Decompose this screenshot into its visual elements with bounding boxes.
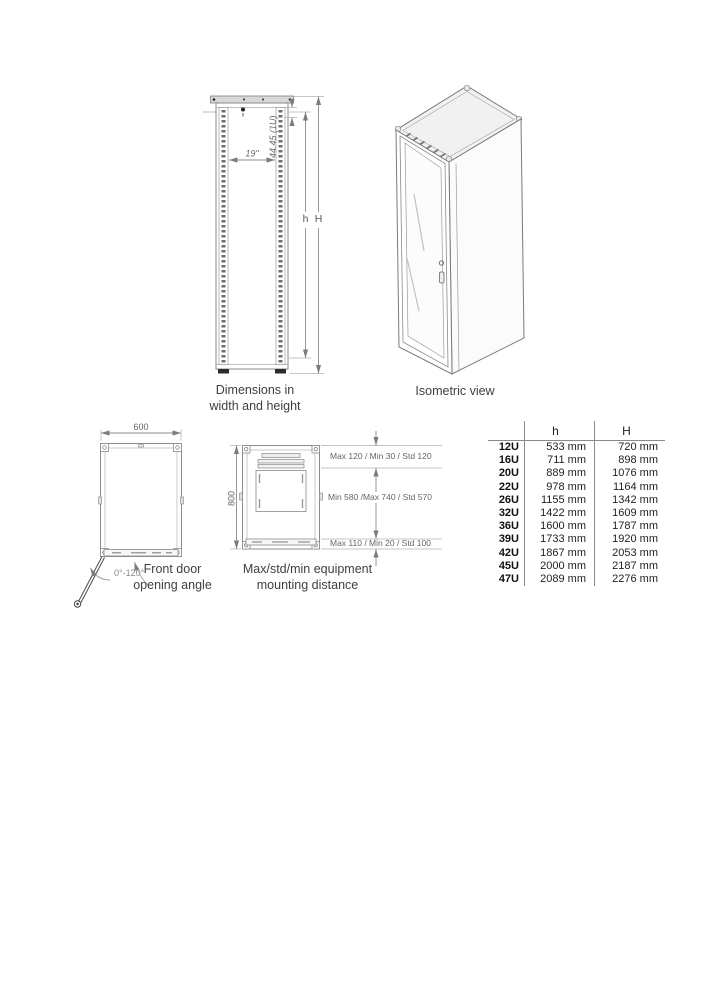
h-cell: 711 mm bbox=[525, 454, 595, 467]
u-cell: 42U bbox=[498, 546, 519, 559]
front-view-caption-line2: width and height bbox=[209, 398, 301, 413]
table-row bbox=[488, 441, 665, 455]
dimension-600 bbox=[101, 423, 181, 441]
H-cell: 2187 mm bbox=[595, 560, 666, 573]
front-view-caption bbox=[185, 383, 325, 414]
h-cell: 1422 mm bbox=[525, 507, 595, 520]
isometric-view-drawing bbox=[385, 75, 535, 385]
u-cell: 45U bbox=[498, 559, 519, 572]
mounting-dimensions bbox=[321, 431, 442, 566]
table-row bbox=[488, 533, 665, 546]
table-row bbox=[488, 454, 665, 467]
dim-1u-label: 44.45 (1U) bbox=[268, 115, 278, 158]
h-cell: 2089 mm bbox=[525, 573, 595, 586]
dim-600-label: 600 bbox=[133, 423, 149, 432]
h-cell: 1600 mm bbox=[525, 520, 595, 533]
H-cell: 1164 mm bbox=[595, 481, 666, 494]
H-cell: 1609 mm bbox=[595, 507, 666, 520]
door-caption-line2: opening angle bbox=[133, 577, 212, 592]
cabinet-top-outline bbox=[99, 444, 184, 557]
H-cell: 2276 mm bbox=[595, 573, 666, 586]
lock-dot bbox=[241, 108, 245, 112]
dim-H-label: H bbox=[314, 213, 323, 225]
door-caption-line1: Front door bbox=[143, 562, 202, 576]
u-cell: 12U bbox=[498, 441, 519, 453]
front-view-caption-line1: Dimensions in bbox=[215, 383, 295, 397]
H-cell: 1342 mm bbox=[595, 494, 666, 507]
u-cell: 32U bbox=[498, 507, 519, 520]
u-cell: 22U bbox=[498, 480, 519, 493]
table-row bbox=[488, 481, 665, 494]
h-cell: 1733 mm bbox=[525, 533, 595, 546]
h-cell: 1867 mm bbox=[525, 547, 595, 560]
mounting-caption-line2: mounting distance bbox=[256, 577, 359, 592]
header-h: h bbox=[525, 421, 595, 441]
dimension-800 bbox=[227, 446, 242, 550]
cabinet-isometric bbox=[395, 85, 524, 374]
table-row bbox=[488, 507, 665, 520]
cabinet-front-outline bbox=[203, 96, 294, 374]
u-cell: 47U bbox=[498, 573, 519, 586]
H-cell: 898 mm bbox=[595, 454, 666, 467]
dimension-h bbox=[289, 112, 311, 358]
H-cell: 720 mm bbox=[595, 441, 666, 455]
header-H: H bbox=[595, 421, 666, 441]
table-row bbox=[488, 520, 665, 533]
table-header-row bbox=[488, 421, 665, 441]
mounting-distance-drawing bbox=[225, 425, 447, 573]
u-cell: 16U bbox=[498, 454, 519, 467]
side-panel bbox=[449, 119, 524, 374]
dim-800-label: 800 bbox=[226, 490, 237, 506]
dimension-H bbox=[290, 97, 324, 374]
table-row bbox=[488, 494, 665, 507]
mounting-caption bbox=[235, 562, 380, 593]
right-foot bbox=[275, 369, 286, 374]
H-cell: 1076 mm bbox=[595, 467, 666, 480]
h-cell: 889 mm bbox=[525, 467, 595, 480]
H-cell: 1920 mm bbox=[595, 533, 666, 546]
isometric-view-caption: Isometric view bbox=[415, 384, 495, 398]
H-cell: 1787 mm bbox=[595, 520, 666, 533]
table-row bbox=[488, 560, 665, 573]
table-row bbox=[488, 547, 665, 560]
mounting-caption-line1: Max/std/min equipment bbox=[242, 562, 373, 576]
u-cell: 26U bbox=[498, 493, 519, 506]
mounting-annotation-middle: Min 580 /Max 740 / Std 570 bbox=[328, 492, 432, 502]
front-rail-bar bbox=[258, 460, 304, 464]
h-cell: 533 mm bbox=[525, 441, 595, 455]
door-angle-caption bbox=[110, 562, 235, 593]
cabinet-top-outline-2 bbox=[240, 446, 323, 550]
u-cell: 36U bbox=[498, 520, 519, 533]
h-cell: 2000 mm bbox=[525, 560, 595, 573]
header-u bbox=[488, 421, 525, 441]
mounting-annotation-top: Max 120 / Min 30 / Std 120 bbox=[330, 451, 432, 461]
dim-width-label: 19" bbox=[245, 148, 259, 159]
mounting-annotation-bottom: Max 110 / Min 20 / Std 100 bbox=[330, 538, 431, 548]
dim-h-label: h bbox=[302, 213, 309, 225]
door-handle bbox=[440, 272, 445, 283]
rack-height-table bbox=[488, 421, 665, 586]
H-cell: 2053 mm bbox=[595, 547, 666, 560]
h-cell: 978 mm bbox=[525, 481, 595, 494]
h-cell: 1155 mm bbox=[525, 494, 595, 507]
u-cell: 20U bbox=[498, 467, 519, 480]
table-row bbox=[488, 573, 665, 586]
table-row bbox=[488, 467, 665, 480]
u-cell: 39U bbox=[498, 533, 519, 546]
front-rail-bar bbox=[258, 465, 304, 469]
front-rail-bar bbox=[262, 454, 300, 458]
door-angle-label: 0°-120° bbox=[114, 568, 145, 578]
front-view-drawing bbox=[185, 85, 335, 385]
left-foot bbox=[218, 369, 229, 374]
